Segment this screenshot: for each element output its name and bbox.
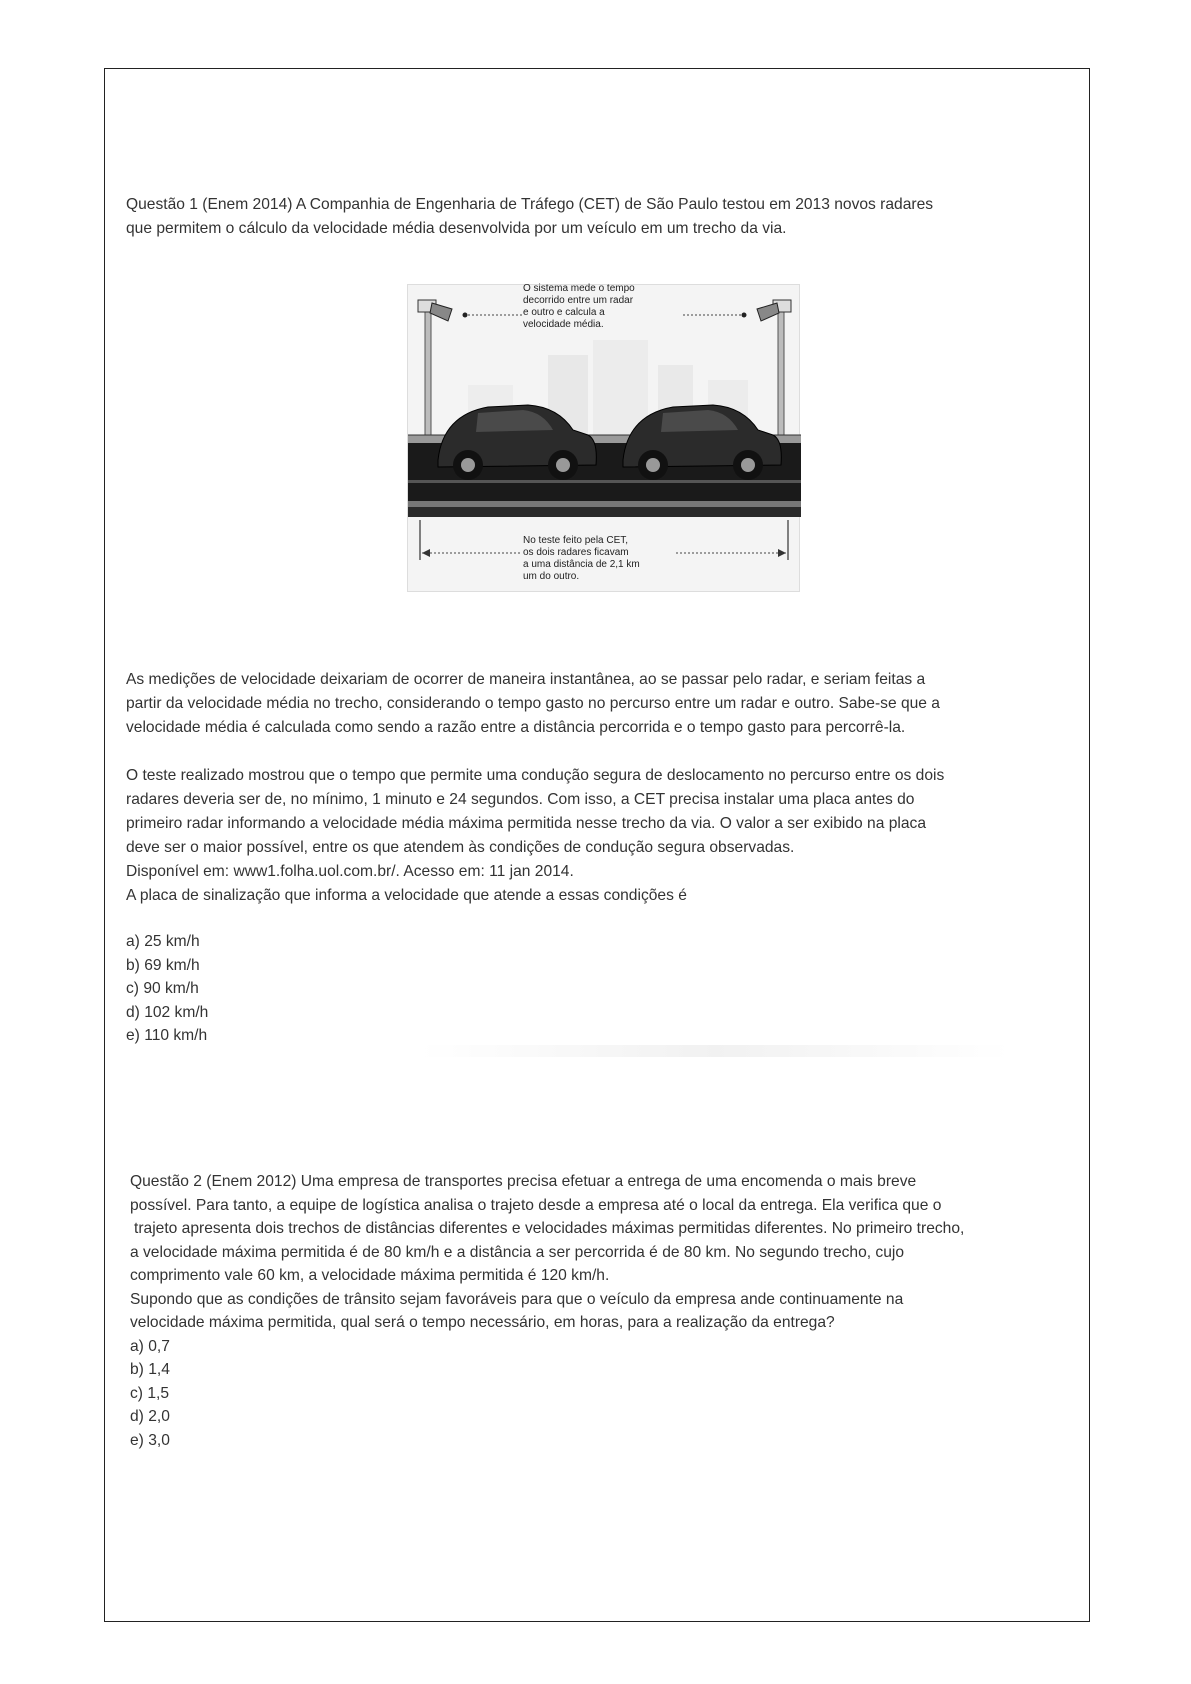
question-2-line: possível. Para tanto, a equipe de logística analisa o trajeto desde a empresa até o local da entrega. Ela verifica que o bbox=[130, 1196, 942, 1214]
question-prompt: A placa de sinalização que informa a velocidade que atende a essas condições é bbox=[126, 887, 687, 904]
question-1-intro bbox=[126, 193, 1066, 241]
paragraph-line: deve ser o maior possível, entre os que atendem às condições de condução segura observadas. bbox=[126, 839, 795, 856]
question-2-line: comprimento vale 60 km, a velocidade máxima permitida é 120 km/h. bbox=[130, 1267, 610, 1284]
figure-caption-top bbox=[523, 283, 678, 331]
answer-option: b) 69 km/h bbox=[126, 956, 200, 974]
figure-caption-line: velocidade média. bbox=[523, 319, 604, 330]
question-2-line: Questão 2 (Enem 2012) Uma empresa de transportes precisa efetuar a entrega de uma encomenda o mais breve bbox=[130, 1173, 917, 1190]
figure-caption-line: os dois radares ficavam bbox=[523, 547, 629, 558]
paragraph-line: primeiro radar informando a velocidade média máxima permitida nesse trecho da via. O valor a ser exibido na placa bbox=[126, 815, 927, 832]
question-1-paragraph-1 bbox=[126, 668, 1071, 740]
faint-scan-artifact bbox=[420, 1045, 1010, 1057]
figure-caption-line: decorrido entre um radar bbox=[523, 295, 634, 306]
question-2 bbox=[130, 1170, 1070, 1452]
paragraph-line: velocidade média é calculada como sendo a razão entre a distância percorrida e o tempo gasto para percorrê-la. bbox=[126, 719, 906, 736]
answer-option: b) 1,4 bbox=[130, 1361, 170, 1378]
answer-option: a) 25 km/h bbox=[126, 933, 200, 950]
question-1-intro-line: Questão 1 (Enem 2014) A Companhia de Engenharia de Tráfego (CET) de São Paulo testou em 2013 novos radares bbox=[126, 196, 934, 213]
figure-caption-line: e outro e calcula a bbox=[523, 307, 605, 318]
question-2-line: trajeto apresenta dois trechos de distâncias diferentes e velocidades máximas permitidas diferentes. No primeiro trecho, bbox=[134, 1220, 965, 1237]
answer-option: c) 90 km/h bbox=[126, 980, 199, 997]
figure-caption-line: No teste feito pela CET, bbox=[523, 535, 629, 546]
radar-illustration bbox=[407, 284, 800, 592]
answer-option: c) 1,5 bbox=[130, 1384, 169, 1402]
answer-option: d) 102 km/h bbox=[126, 1003, 209, 1021]
figure-caption-line: a uma distância de 2,1 km bbox=[523, 559, 640, 570]
figure-caption-line: um do outro. bbox=[523, 571, 580, 582]
question-1-intro-line: que permitem o cálculo da velocidade média desenvolvida por um veículo em um trecho da via. bbox=[126, 220, 787, 237]
answer-option: a) 0,7 bbox=[130, 1337, 170, 1355]
question-2-line: Supondo que as condições de trânsito sejam favoráveis para que o veículo da empresa ande continuamente na bbox=[130, 1290, 904, 1308]
question-2-line: velocidade máxima permitida, qual será o tempo necessário, em horas, para a realização da entrega? bbox=[130, 1314, 835, 1331]
answer-option: d) 2,0 bbox=[130, 1408, 170, 1425]
paragraph-line: As medições de velocidade deixariam de ocorrer de maneira instantânea, ao se passar pelo radar, e seriam feitas a bbox=[126, 671, 926, 688]
answer-option: e) 110 km/h bbox=[126, 1027, 208, 1044]
figure-caption-bottom bbox=[523, 535, 673, 583]
answer-option: e) 3,0 bbox=[130, 1431, 170, 1449]
paragraph-line: O teste realizado mostrou que o tempo que permite uma condução segura de deslocamento no percurso entre os dois bbox=[126, 767, 945, 784]
question-1-paragraph-2 bbox=[126, 764, 1071, 908]
paragraph-line: radares deveria ser de, no mínimo, 1 minuto e 24 segundos. Com isso, a CET precisa instalar uma placa antes do bbox=[126, 791, 915, 808]
question-2-line: a velocidade máxima permitida é de 80 km/h e a distância a ser percorrida é de 80 km. No segundo trecho, cujo bbox=[130, 1243, 905, 1261]
figure-caption-line: O sistema mede o tempo bbox=[523, 283, 635, 294]
paragraph-line: partir da velocidade média no trecho, considerando o tempo gasto no percurso entre um radar e outro. Sabe-se que a bbox=[126, 695, 940, 712]
question-1-options bbox=[126, 930, 426, 1048]
source-citation: Disponível em: www1.folha.uol.com.br/. Acesso em: 11 jan 2014. bbox=[126, 863, 574, 880]
